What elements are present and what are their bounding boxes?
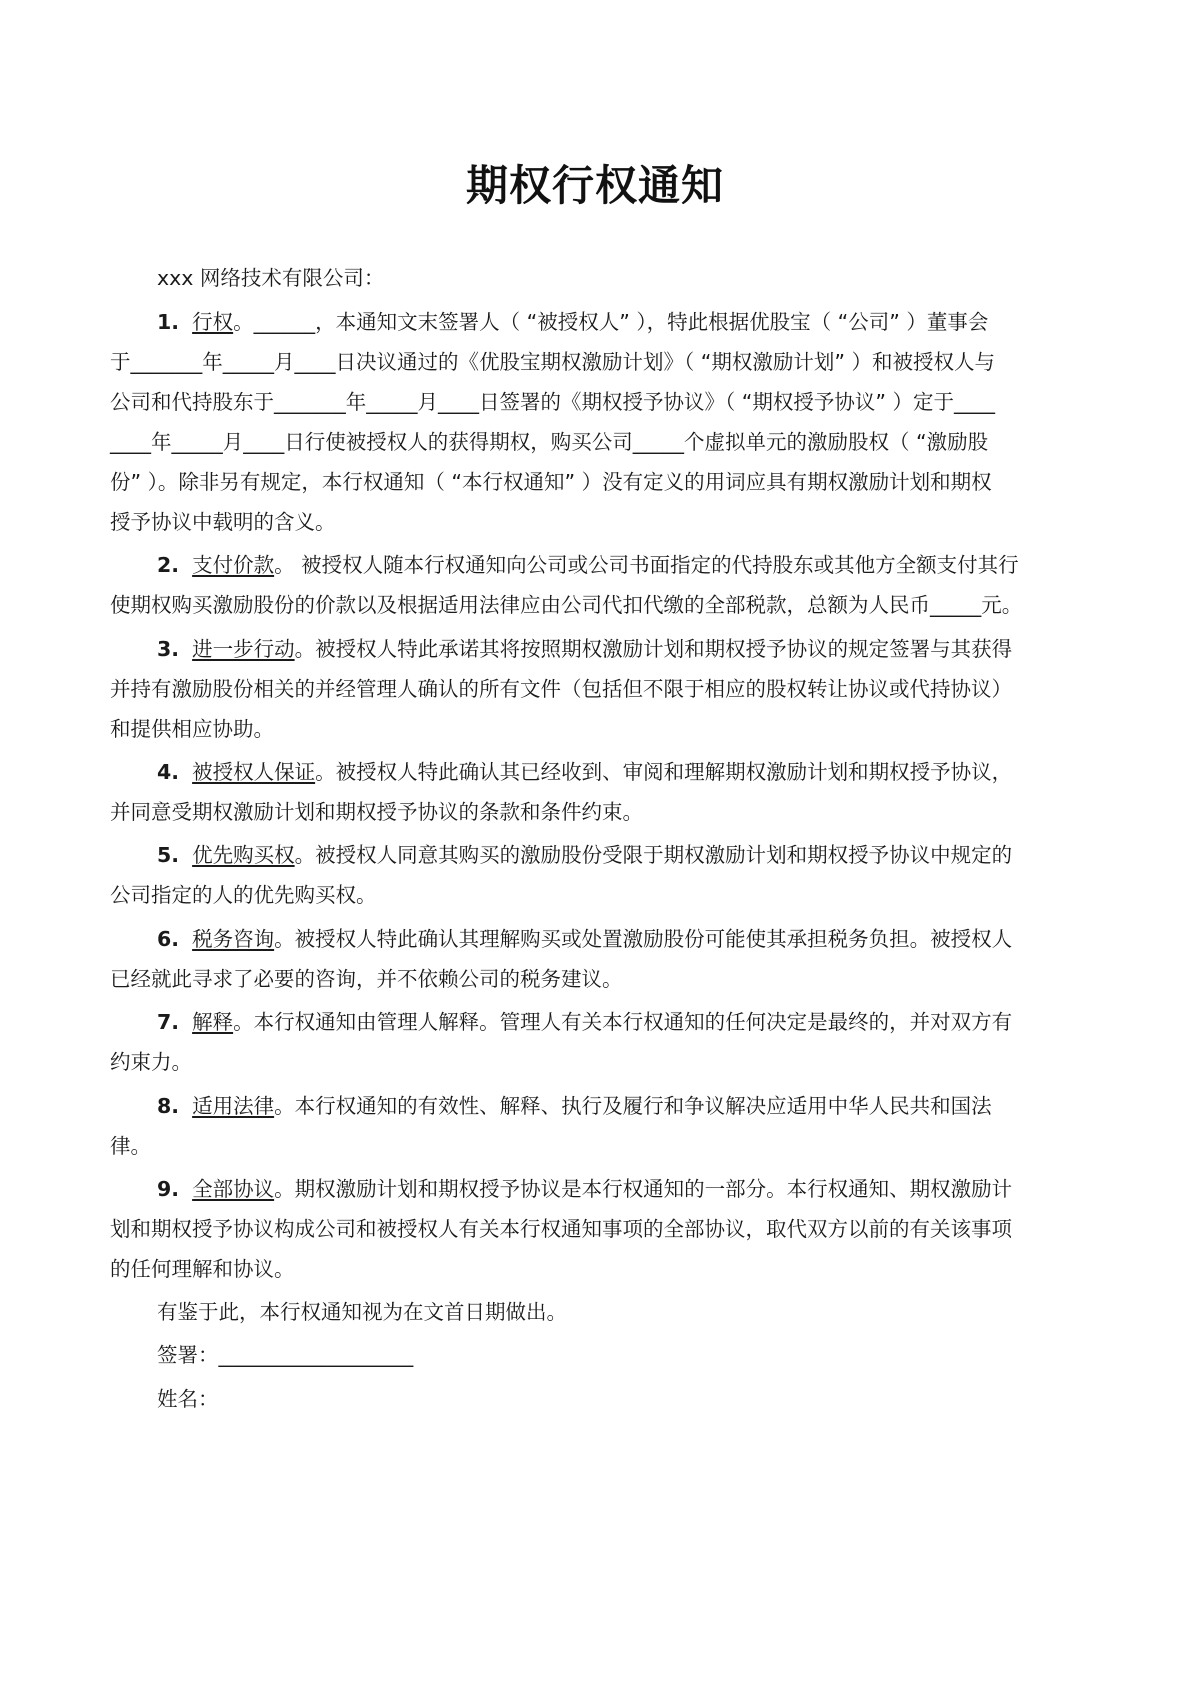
clause-8-number: 8. — [157, 1094, 180, 1118]
clause-1-heading: 行权 — [192, 310, 234, 334]
signature-line: 签署：___________________ — [157, 1343, 414, 1367]
clause-9-number: 9. — [157, 1177, 180, 1201]
clause-6-text-1: 。被授权人特此确认其理解购买或处置激励股份可能使其承担税务负担。被授权人 — [274, 927, 1013, 951]
clause-3-line-2: 并持有激励股份相关的并经管理人确认的所有文件（包括但不限于相应的股权转让协议或代持协议） — [110, 677, 1012, 701]
clause-3-heading: 进一步行动 — [192, 637, 295, 661]
clause-6-heading: 税务咨询 — [192, 927, 275, 951]
clause-8-line-2: 律。 — [110, 1134, 151, 1158]
clause-9-line-2: 划和期权授予协议构成公司和被授权人有关本行权通知事项的全部协议，取代双方以前的有关该事项 — [110, 1217, 1012, 1241]
clause-6-line-1 — [157, 924, 1012, 954]
clause-3-line-3: 和提供相应协助。 — [110, 717, 274, 741]
name-line: 姓名： — [157, 1387, 219, 1411]
clause-2-number: 2. — [157, 553, 180, 577]
clause-9-heading: 全部协议 — [192, 1177, 275, 1201]
clause-3-text-1: 。被授权人特此承诺其将按照期权激励计划和期权授予协议的规定签署与其获得 — [294, 637, 1013, 661]
clause-1-line-2: 于_______年_____月____日决议通过的《优股宝期权激励计划》（ “期权激励计划” ）和被授权人与 — [110, 350, 996, 374]
clause-2-text-1: 。 被授权人随本行权通知向公司或公司书面指定的代持股东或其他方全额支付其行 — [274, 553, 1019, 577]
clause-1-line-6: 授予协议中载明的含义。 — [110, 510, 336, 534]
clause-8-line-1 — [157, 1091, 992, 1121]
clause-4-line-2: 并同意受期权激励计划和期权授予协议的条款和条件约束。 — [110, 800, 643, 824]
clause-1-text-1: 。______，本通知文末签署人（ “被授权人” ），特此根据优股宝（ “公司” ）董事会 — [233, 310, 989, 334]
clause-9-text-1: 。期权激励计划和期权授予协议是本行权通知的一部分。本行权通知、期权激励计 — [274, 1177, 1013, 1201]
clause-1-line-5: 份” ）。除非另有规定，本行权通知（ “本行权通知” ）没有定义的用词应具有期权激励计划和期权 — [110, 470, 992, 494]
clause-5-text-1: 。被授权人同意其购买的激励股份受限于期权激励计划和期权授予协议中规定的 — [294, 843, 1013, 867]
clause-1-line-1 — [157, 307, 988, 337]
clause-7-number: 7. — [157, 1010, 180, 1034]
clause-7-heading: 解释 — [192, 1010, 234, 1034]
clause-4-heading: 被授权人保证 — [192, 760, 316, 784]
clause-6-number: 6. — [157, 927, 180, 951]
closing-statement: 有鉴于此，本行权通知视为在文首日期做出。 — [157, 1300, 567, 1324]
clause-9-line-1 — [157, 1174, 1012, 1204]
document-title: 期权行权通知 — [465, 161, 724, 210]
clause-7-line-2: 约束力。 — [110, 1050, 192, 1074]
clause-6-line-2: 已经就此寻求了必要的咨询，并不依赖公司的税务建议。 — [110, 967, 623, 991]
clause-4-text-1: 。被授权人特此确认其已经收到、审阅和理解期权激励计划和期权授予协议， — [315, 760, 1013, 784]
clause-5-line-2: 公司指定的人的优先购买权。 — [110, 883, 377, 907]
clause-1-number: 1. — [157, 310, 180, 334]
clause-5-heading: 优先购买权 — [192, 843, 295, 867]
clause-2-line-1 — [157, 550, 1019, 580]
clause-1-line-4: ____年_____月____日行使被授权人的获得期权，购买公司_____个虚拟单元的激励股权（ “激励股 — [110, 430, 989, 454]
addressee: xxx 网络技术有限公司： — [157, 266, 385, 290]
clause-8-heading: 适用法律 — [192, 1094, 275, 1118]
clause-8-text-1: 。本行权通知的有效性、解释、执行及履行和争议解决应适用中华人民共和国法 — [274, 1094, 992, 1118]
clause-4-number: 4. — [157, 760, 180, 784]
clause-9-line-3: 的任何理解和协议。 — [110, 1257, 295, 1281]
clause-5-number: 5. — [157, 843, 180, 867]
clause-7-text-1: 。本行权通知由管理人解释。管理人有关本行权通知的任何决定是最终的，并对双方有 — [233, 1010, 1013, 1034]
clause-3-number: 3. — [157, 637, 180, 661]
clause-2-line-2: 使期权购买激励股份的价款以及根据适用法律应由公司代扣代缴的全部税款，总额为人民币_____元。 — [110, 593, 1023, 617]
clause-1-line-3: 公司和代持股东于_______年_____月____日签署的《期权授予协议》（ “期权授予协议” ）定于____ — [110, 390, 996, 414]
clause-3-line-1 — [157, 634, 1012, 664]
clause-4-line-1 — [157, 757, 1012, 787]
clause-5-line-1 — [157, 840, 1012, 870]
clause-7-line-1 — [157, 1007, 1012, 1037]
clause-2-heading: 支付价款 — [192, 553, 275, 577]
